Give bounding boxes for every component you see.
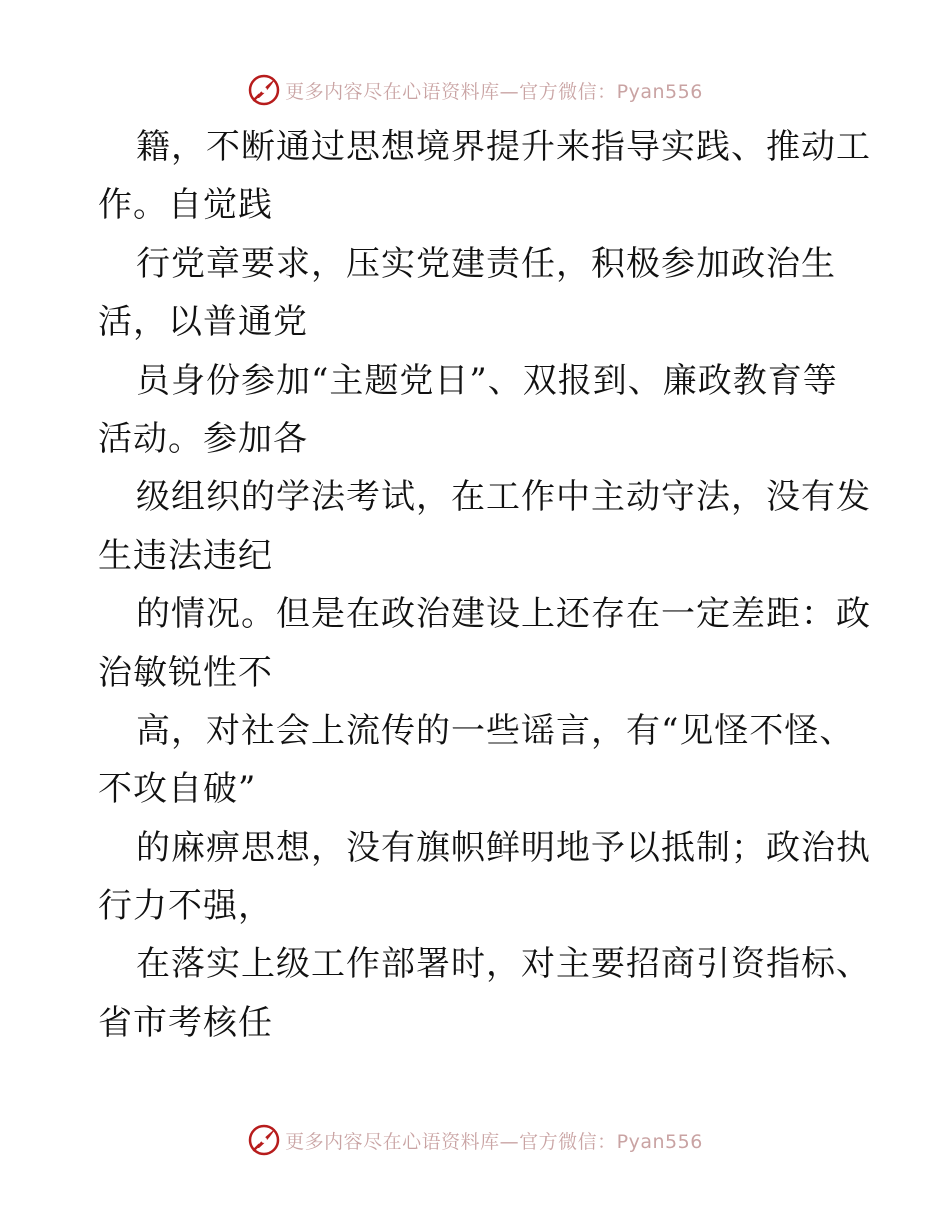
text-line: 高，对社会上流传的一些谣言，有“见怪不怪、 [136,710,855,751]
text-line: 级组织的学法考试，在工作中主动守法，没有发 [136,477,871,518]
quill-pen-logo-icon [247,73,281,107]
footer-watermark [0,1120,950,1160]
text-line: 的麻痹思想，没有旗帜鲜明地予以抵制；政治执 [136,827,871,868]
document-body [98,118,871,1052]
text-line: 的情况。但是在政治建设上还存在一定差距：政 [136,594,871,635]
text-line: 治敏锐性不 [98,652,273,693]
watermark-text: 更多内容尽在心语资料库—官方微信：Pyan556 [285,80,703,103]
text-line: 不攻自破” [98,769,257,810]
text-line: 活动。参加各 [98,418,308,459]
header-watermark [0,70,950,110]
text-line: 员身份参加“主题党日”、双报到、廉政教育等 [136,360,838,401]
text-line: 籍，不断通过思想境界提升来指导实践、推动工 [136,127,871,167]
text-line: 行党章要求，压实党建责任，积极参加政治生 [136,243,836,284]
quill-pen-logo-icon [247,1123,281,1157]
watermark-text: 更多内容尽在心语资料库—官方微信：Pyan556 [285,1130,703,1153]
text-line: 省市考核任 [98,1002,273,1043]
text-line: 在落实上级工作部署时，对主要招商引资指标、 [136,944,871,985]
text-line: 生违法违纪 [98,535,273,576]
text-line: 行力不强， [98,886,273,927]
text-line: 作。自觉践 [98,185,273,226]
text-line: 活，以普通党 [98,302,308,343]
